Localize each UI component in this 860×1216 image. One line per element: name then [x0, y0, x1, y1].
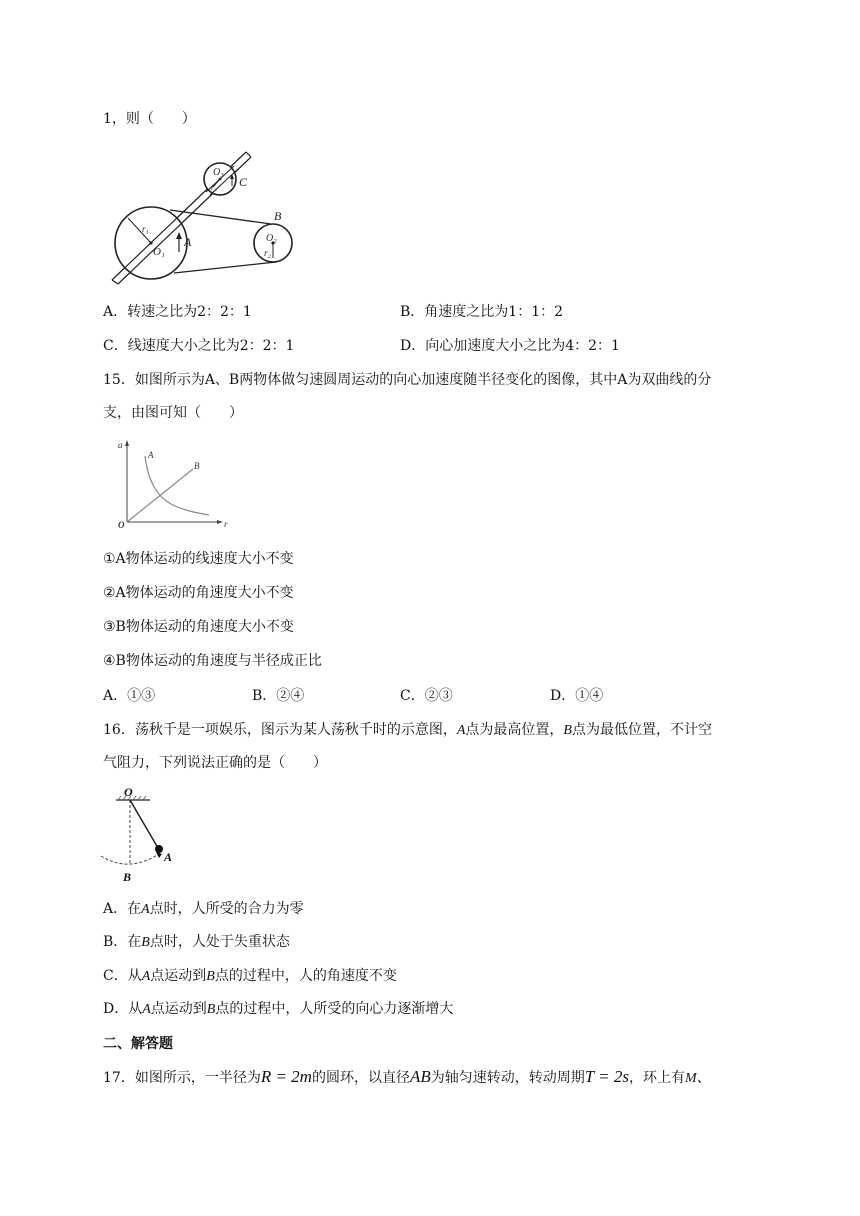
line-b-label: B: [194, 461, 200, 471]
q14-option-d: D．向心加速度大小之比为4：2：1: [400, 338, 620, 354]
label-r2: r₂: [264, 248, 271, 258]
q14-pulley-figure: [108, 148, 313, 288]
label-a: A: [184, 235, 192, 249]
q14-option-b: B．角速度之比为1：1：2: [400, 304, 564, 320]
axis-r-label: r: [224, 519, 228, 529]
origin-label: O: [118, 520, 125, 530]
label-c: C: [239, 175, 248, 189]
q17-stem: 17．如图所示，一半径为R = 2m的圆环，以直径AB为轴匀速转动，转动周期T = 2s，环上有M、: [103, 1067, 711, 1086]
axis-a-label: a: [118, 440, 123, 450]
q15-statement-1: ①A物体运动的线速度大小不变: [103, 551, 294, 567]
q15-stem-line1: 15．如图所示为A、B两物体做匀速圆周运动的向心加速度随半径变化的图像，其中A为双曲线的分: [103, 372, 712, 388]
q16-stem-line2: 气阻力，下列说法正确的是（ ）: [103, 755, 327, 771]
label-a: A: [164, 850, 173, 864]
section-title: 二、解答题: [103, 1036, 173, 1052]
label-o1: O₁: [153, 246, 165, 258]
label-b: B: [123, 870, 132, 884]
q15-statement-4: ④B物体运动的角速度与半径成正比: [103, 653, 322, 669]
q16-option-b: B．在B点时，人处于失重状态: [103, 934, 290, 950]
label-o2: O₂: [266, 233, 277, 244]
belt-top: [170, 210, 271, 224]
q14-stem-tail: 1，则（ ）: [103, 111, 196, 127]
q15-statement-2: ②A物体运动的角速度大小不变: [103, 585, 294, 601]
q15-option-d: D．①④: [550, 688, 604, 704]
q16-option-d: D．从A点运动到B点的过程中，人所受的向心力逐渐增大: [103, 1001, 454, 1017]
line-b: [127, 469, 193, 522]
q16-stem-line1: 16．荡秋千是一项娱乐，图示为某人荡秋千时的示意图，A点为最高位置，B点为最低位置，不计空: [103, 722, 712, 738]
person-icon: [155, 845, 163, 853]
q15-option-b: B．②④: [252, 688, 305, 704]
label-o: O: [124, 786, 133, 799]
q14-option-a: A．转速之比为2：2：1: [103, 304, 252, 320]
q16-swing-figure: [98, 786, 188, 884]
q15-stem-line2: 支，由图可知（ ）: [103, 405, 243, 421]
curve-a-label: A: [148, 450, 154, 460]
belt-bottom: [174, 262, 276, 273]
q15-option-a: A．①③: [103, 688, 156, 704]
label-b: B: [274, 209, 282, 223]
q16-option-c: C．从A点运动到B点的过程中，人的角速度不变: [103, 968, 397, 984]
label-r3: r₃: [211, 183, 217, 192]
q15-option-c: C．②③: [400, 688, 453, 704]
q14-option-c: C．线速度大小之比为2：2：1: [103, 338, 295, 354]
q15-graph-figure: [115, 436, 235, 530]
q15-statement-3: ③B物体运动的角速度大小不变: [103, 619, 294, 635]
label-r1: r₁: [142, 224, 149, 234]
label-o3: O₃: [213, 167, 224, 178]
q16-option-a: A．在A点时，人所受的合力为零: [103, 901, 304, 917]
